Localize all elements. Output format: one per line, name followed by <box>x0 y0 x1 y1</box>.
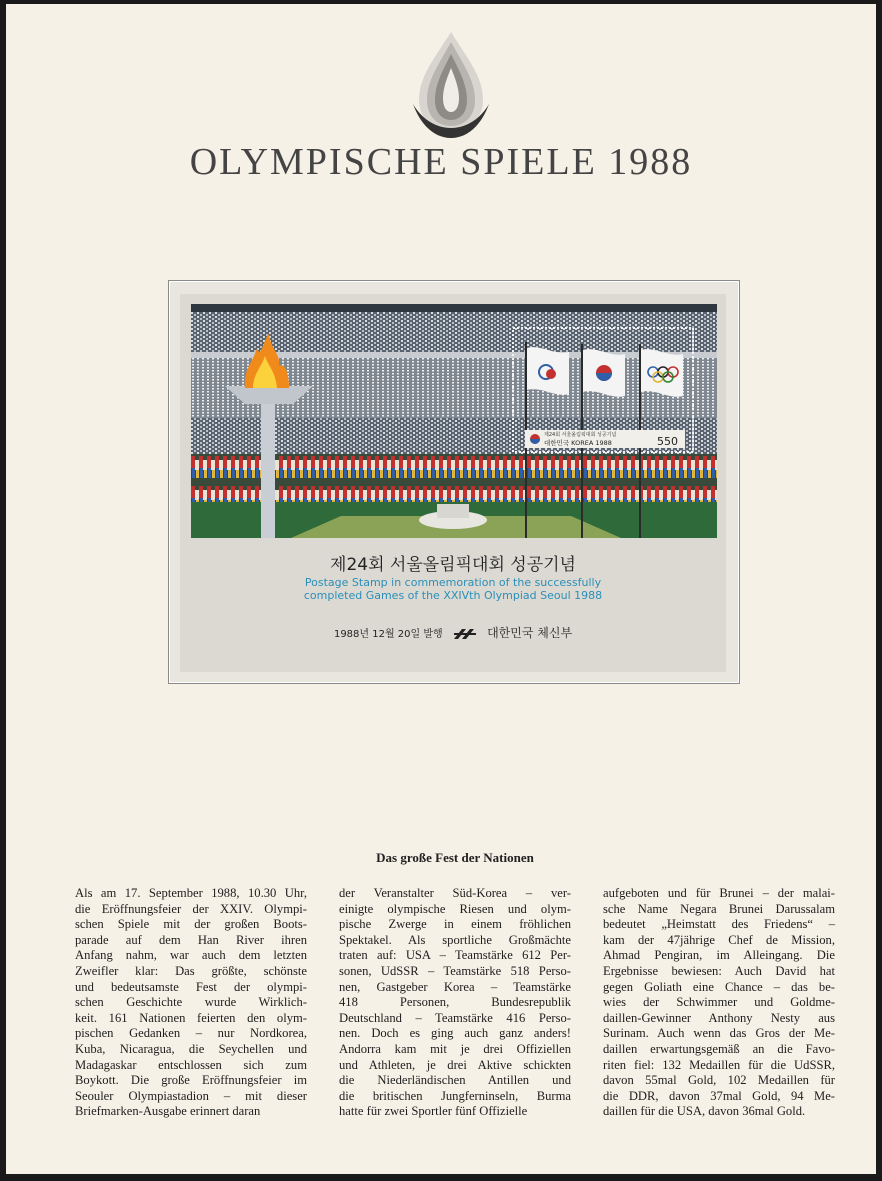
inner-stamp-value: 550 <box>657 435 678 448</box>
article-heading: Das große Fest der Nationen <box>376 850 534 865</box>
article-line: aufgeboten und für Brunei – der malai- <box>603 886 835 900</box>
article-line: bedeutet „Heimstatt des Friedens“ – <box>603 917 835 932</box>
stadium-photo <box>191 304 717 538</box>
article-line: der Veranstalter Süd-Korea – ver- <box>339 886 571 900</box>
article-line: schen Spiele mit der großen Boots- <box>75 917 307 932</box>
stamp-title-korean: 제24회 서울올림픽대회 성공기념 <box>330 555 576 575</box>
article-line: und Athleten, je drei Aktive schickten <box>339 1057 571 1072</box>
stamp-footer <box>180 624 726 641</box>
article-line: Boykott. Die große Eröffnungsfeier im <box>75 1073 307 1088</box>
issue-date: 1988년 12월 20일 발행 <box>333 629 443 640</box>
article-line: die Niederländischen Antillen und <box>339 1073 571 1088</box>
article-line: Deutschland – Teamstärke 416 Perso- <box>339 1010 571 1025</box>
article-line: die Eröffnungsfeier der XXIV. Olympi- <box>75 901 307 916</box>
article-line: Zweifler klar: Das größte, schönste <box>75 963 307 978</box>
article-line: keit. 161 Nationen feierten den olym- <box>75 1010 307 1025</box>
article-line: daillen erwartungsgemäß an die Favo- <box>603 1041 835 1056</box>
article-line: pische Zwerge in einem fröhlichen <box>339 917 571 932</box>
article-line: pischen Gedanken – nur Nordkorea, <box>75 1026 307 1041</box>
article-line: Als am 17. September 1988, 10.30 Uhr, <box>75 886 307 900</box>
article-line: sche Name Negara Brunei Darussalam <box>603 901 835 916</box>
article-line: die britischen Jungferninseln, Burma <box>339 1088 571 1103</box>
article-line: gegen Goliath eine Chance – das be- <box>603 979 835 994</box>
inner-stamp-country: 대한민국 KOREA 1988 <box>544 439 612 447</box>
article-line: Andorra kam mit je drei Offiziellen <box>339 1041 571 1056</box>
article-column-3 <box>603 886 835 1120</box>
article-line: 418 Personen, Bundesrepublik <box>339 995 571 1010</box>
article-column-1 <box>75 886 307 1120</box>
article-line: Spektakel. Als sportliche Großmächte <box>339 932 571 947</box>
article-line: sonen, UdSSR – Teamstärke 518 Perso- <box>339 963 571 978</box>
stamp-caption-english <box>180 576 726 602</box>
article-line: Seouler Olympiastadion – mit dieser <box>75 1088 307 1103</box>
stamp-caption-line1: Postage Stamp in commemoration of the successfully <box>304 576 602 589</box>
article-line: Kuba, Nicaragua, die Seychellen und <box>75 1041 307 1056</box>
olympic-flame-logo-icon <box>405 28 497 140</box>
article-line: einigte olympische Riesen und olym- <box>339 901 571 916</box>
publisher: 대한민국 체신부 <box>487 626 573 640</box>
article-line: parade auf dem Han River ihren <box>75 932 307 947</box>
article-line: Ahmad Pengiran, im Alleingang. Die <box>603 948 835 963</box>
article-line: davon 55mal Gold, 102 Medaillen für <box>603 1073 835 1088</box>
article-line: Ergebnisse bewiesen: Auch David hat <box>603 963 835 978</box>
article-line: wies der Schwimmer und Goldme- <box>603 995 835 1010</box>
inner-stamp-text: 제24회 서울올림픽대회 성공기념 <box>544 432 617 438</box>
article-line: und bedeutsamste Fest der olympi- <box>75 979 307 994</box>
page-title: OLYMPISCHE SPIELE 1988 <box>189 141 693 183</box>
article-line: daillen für die USA, davon 36mal Gold. <box>603 1104 806 1119</box>
article-line: Briefmarken-Ausgabe erinnert daran <box>75 1104 261 1119</box>
article-line: Madagaskar entschlossen sich zum <box>75 1057 307 1072</box>
article-line: traten auf: USA – Teamstärke 612 Per- <box>339 948 571 963</box>
article-line: die DDR, davon 37mal Gold, 94 Me- <box>603 1088 835 1103</box>
article-line: kam der 47jährige Chef de Mission, <box>603 932 835 947</box>
article-line: Surinam. Auch wenn das Gros der Me- <box>603 1026 835 1041</box>
article-line: daillen-Gewinner Anthony Nesty aus <box>603 1010 835 1025</box>
article-line: schen Geschichte wurde Wirklich- <box>75 995 307 1010</box>
article-line: nen, Gastgeber Korea – Teamstärke <box>339 979 571 994</box>
korea-post-emblem-icon <box>452 627 478 641</box>
article-line: nen. Doch es ging auch ganz anders! <box>339 1026 571 1041</box>
article-line: riten fiel: 132 Medaillen für die UdSSR, <box>603 1057 835 1072</box>
article-line: Anfang nahm, war auch dem letzten <box>75 948 307 963</box>
article-column-2 <box>339 886 571 1120</box>
article-line: hatte für zwei Sportler fünf Offizielle <box>339 1104 528 1119</box>
stamp-caption-line2: completed Games of the XXIVth Olympiad Seoul 1988 <box>303 589 603 602</box>
